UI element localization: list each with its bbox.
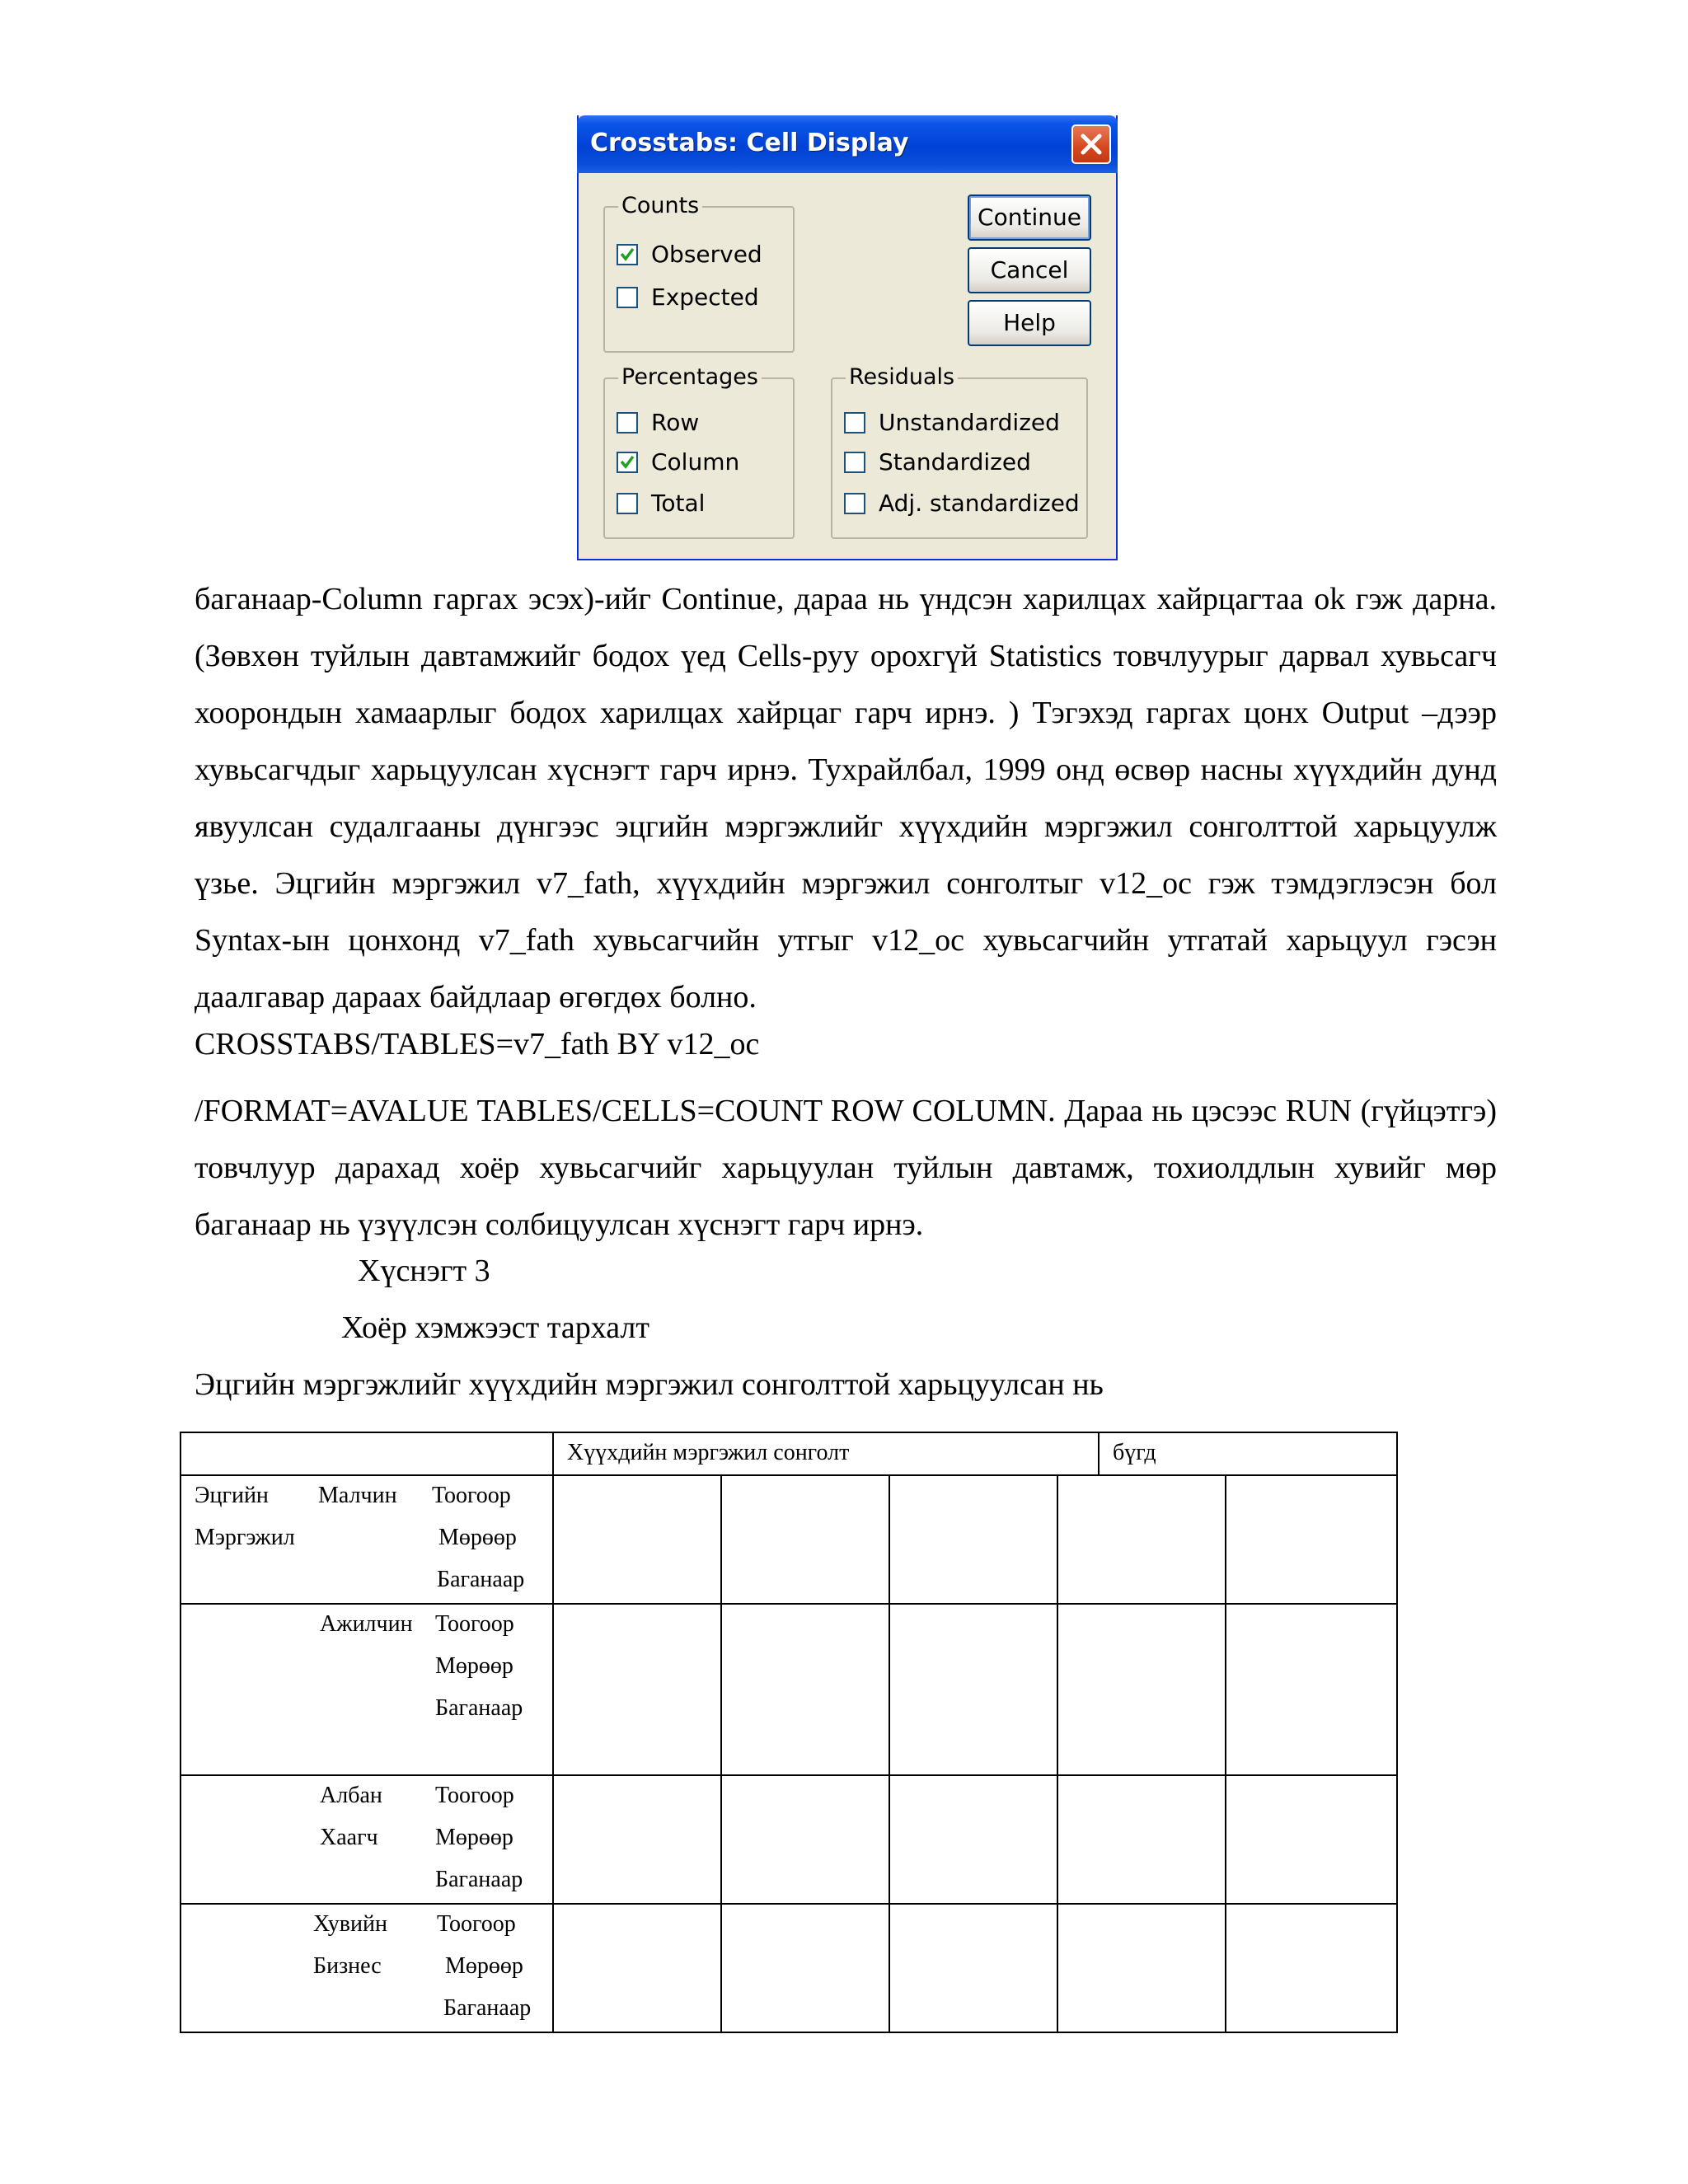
table-row — [181, 1475, 1397, 1604]
unstandardized-label: Unstandardized — [879, 409, 1060, 436]
data-cell — [553, 1604, 721, 1775]
header-total: бүгд — [1099, 1432, 1397, 1475]
checkmark-icon — [619, 246, 635, 263]
data-cell — [721, 1604, 889, 1775]
close-icon — [1080, 133, 1103, 156]
data-cell — [721, 1475, 889, 1604]
observed-label: Observed — [651, 241, 762, 268]
category-label-line-2: Хаагч — [320, 1825, 378, 1850]
unstandardized-checkbox[interactable] — [844, 412, 865, 434]
data-cell — [889, 1904, 1057, 2032]
measure-count-label: Тоогоор — [435, 1783, 514, 1808]
residuals-group — [831, 364, 1088, 539]
syntax-line: CROSSTABS/TABLES=v7_fath BY v12_oc — [195, 1027, 760, 1062]
continue-button[interactable]: Continue — [968, 194, 1091, 241]
data-cell — [1057, 1604, 1226, 1775]
row-label-cell — [181, 1604, 553, 1775]
measure-row-label: Мөрөөр — [445, 1953, 523, 1979]
measure-column-label: Баганаар — [435, 1695, 523, 1721]
table-number: Хүснэгт 3 — [358, 1254, 490, 1288]
total-checkbox[interactable] — [617, 493, 638, 514]
dialog-title: Crosstabs: Cell Display — [590, 129, 909, 157]
table-row — [181, 1775, 1397, 1904]
total-cell — [1226, 1604, 1397, 1775]
row-label-cell — [181, 1775, 553, 1904]
help-button[interactable]: Help — [968, 300, 1091, 346]
measure-count-label: Тоогоор — [437, 1911, 516, 1937]
category-label-line-1: Албан — [320, 1783, 382, 1808]
row-label: Row — [651, 409, 700, 436]
measure-row-label: Мөрөөр — [435, 1825, 513, 1850]
category-label-line-2: Бизнес — [313, 1953, 382, 1979]
category-label: Малчин — [318, 1483, 397, 1508]
table-header-row — [181, 1432, 1397, 1475]
crosstab-table — [180, 1432, 1398, 2033]
data-cell — [721, 1904, 889, 2032]
measure-column-label: Баганаар — [443, 1995, 532, 2021]
standardized-checkbox[interactable] — [844, 452, 865, 473]
data-cell — [553, 1904, 721, 2032]
total-cell — [1226, 1475, 1397, 1604]
data-cell — [1057, 1775, 1226, 1904]
table-row — [181, 1604, 1397, 1775]
category-label: Ажилчин — [320, 1611, 413, 1637]
header-empty-cell — [181, 1432, 553, 1475]
category-label-line-1: Хувийн — [313, 1911, 387, 1937]
adj-standardized-label: Adj. standardized — [879, 490, 1080, 517]
row-label-cell — [181, 1475, 553, 1604]
measure-count-label: Тоогоор — [435, 1611, 514, 1637]
data-cell — [889, 1775, 1057, 1904]
measure-row-label: Мөрөөр — [435, 1653, 513, 1679]
measure-row-label: Мөрөөр — [438, 1525, 517, 1550]
expected-checkbox[interactable] — [617, 287, 638, 308]
percentages-group — [603, 364, 795, 539]
column-checkbox[interactable] — [617, 452, 638, 473]
body-paragraph-1: баганаар-Column гаргах эсэх)-ийг Continue, дараа нь үндсэн харилцах хайрцагтаа ok гэж дарна. (Зөвхөн туйлын давтамжийг бодох үед Cells-руу орохгүй Statistics товчлуурыг дарвал хувьсагч хоорондын хамаарлыг бодох харилцах хайрцаг гарч ирнэ. ) Тэгэхэд гаргах цонх Output –дээр хувьсагчдыг харьцуулсан хүснэгт гарч ирнэ. Тухрайлбал, 1999 онд өсвөр насны хүүхдийн дунд явуулсан судалгааны дүнгээс эцгийн мэргэжлийг хүүхдийн мэргэжил сонголттой харьцуулж үзье. Эцгийн мэргэжил v7_fath, хүүхдийн мэргэжил сонголтыг v12_oc гэж тэмдэглэсэн бол Syntax-ын цонхонд v7_fath хувьсагчийн утгыг v12_oc хувьсагчийн утгатай харьцуул гэсэн даалгавар дараах байдлаар өгөгдөх болно. — [195, 582, 1497, 1015]
residuals-legend: Residuals — [846, 364, 958, 390]
data-cell — [721, 1775, 889, 1904]
percentages-legend: Percentages — [618, 364, 762, 390]
cancel-button[interactable]: Cancel — [968, 247, 1091, 293]
data-cell — [889, 1604, 1057, 1775]
total-cell — [1226, 1904, 1397, 2032]
counts-legend: Counts — [618, 193, 702, 218]
dialog-title-bar[interactable] — [577, 115, 1118, 173]
measure-column-label: Баганаар — [435, 1867, 523, 1892]
checkmark-icon — [619, 454, 635, 471]
close-button[interactable] — [1071, 124, 1111, 164]
data-cell — [889, 1475, 1057, 1604]
data-cell — [1057, 1475, 1226, 1604]
data-cell — [553, 1775, 721, 1904]
row-group-label-2: Мэргэжил — [195, 1525, 295, 1550]
counts-group — [603, 193, 795, 353]
row-checkbox[interactable] — [617, 412, 638, 434]
table-title: Хоёр хэмжээст тархалт — [341, 1310, 649, 1345]
total-label: Total — [651, 490, 706, 517]
expected-label: Expected — [651, 284, 759, 311]
column-label: Column — [651, 448, 740, 476]
header-child-occupation: Хүүхдийн мэргэжил сонголт — [553, 1432, 1099, 1475]
table-caption: Эцгийн мэргэжлийг хүүхдийн мэргэжил сонголттой харьцуулсан нь — [195, 1367, 1104, 1402]
measure-count-label: Тоогоор — [432, 1483, 511, 1508]
data-cell — [1057, 1904, 1226, 2032]
cell-display-dialog — [577, 115, 1118, 560]
data-cell — [553, 1475, 721, 1604]
row-group-label-1: Эцгийн — [195, 1483, 269, 1508]
adj-standardized-checkbox[interactable] — [844, 493, 865, 514]
total-cell — [1226, 1775, 1397, 1904]
measure-column-label: Баганаар — [437, 1567, 525, 1592]
observed-checkbox[interactable] — [617, 244, 638, 265]
table-row — [181, 1904, 1397, 2032]
row-label-cell — [181, 1904, 553, 2032]
standardized-label: Standardized — [879, 448, 1031, 476]
body-paragraph-2: /FORMAT=AVALUE TABLES/CELLS=COUNT ROW COLUMN. Дараа нь цэсээс RUN (гүйцэтгэ) товчлуур дарахад хоёр хувьсагчийг харьцуулан туйлын давтамж, тохиолдлын хувийг мөр баганаар нь үзүүлсэн солбицуулсан хүснэгт гарч ирнэ. — [195, 1094, 1497, 1242]
